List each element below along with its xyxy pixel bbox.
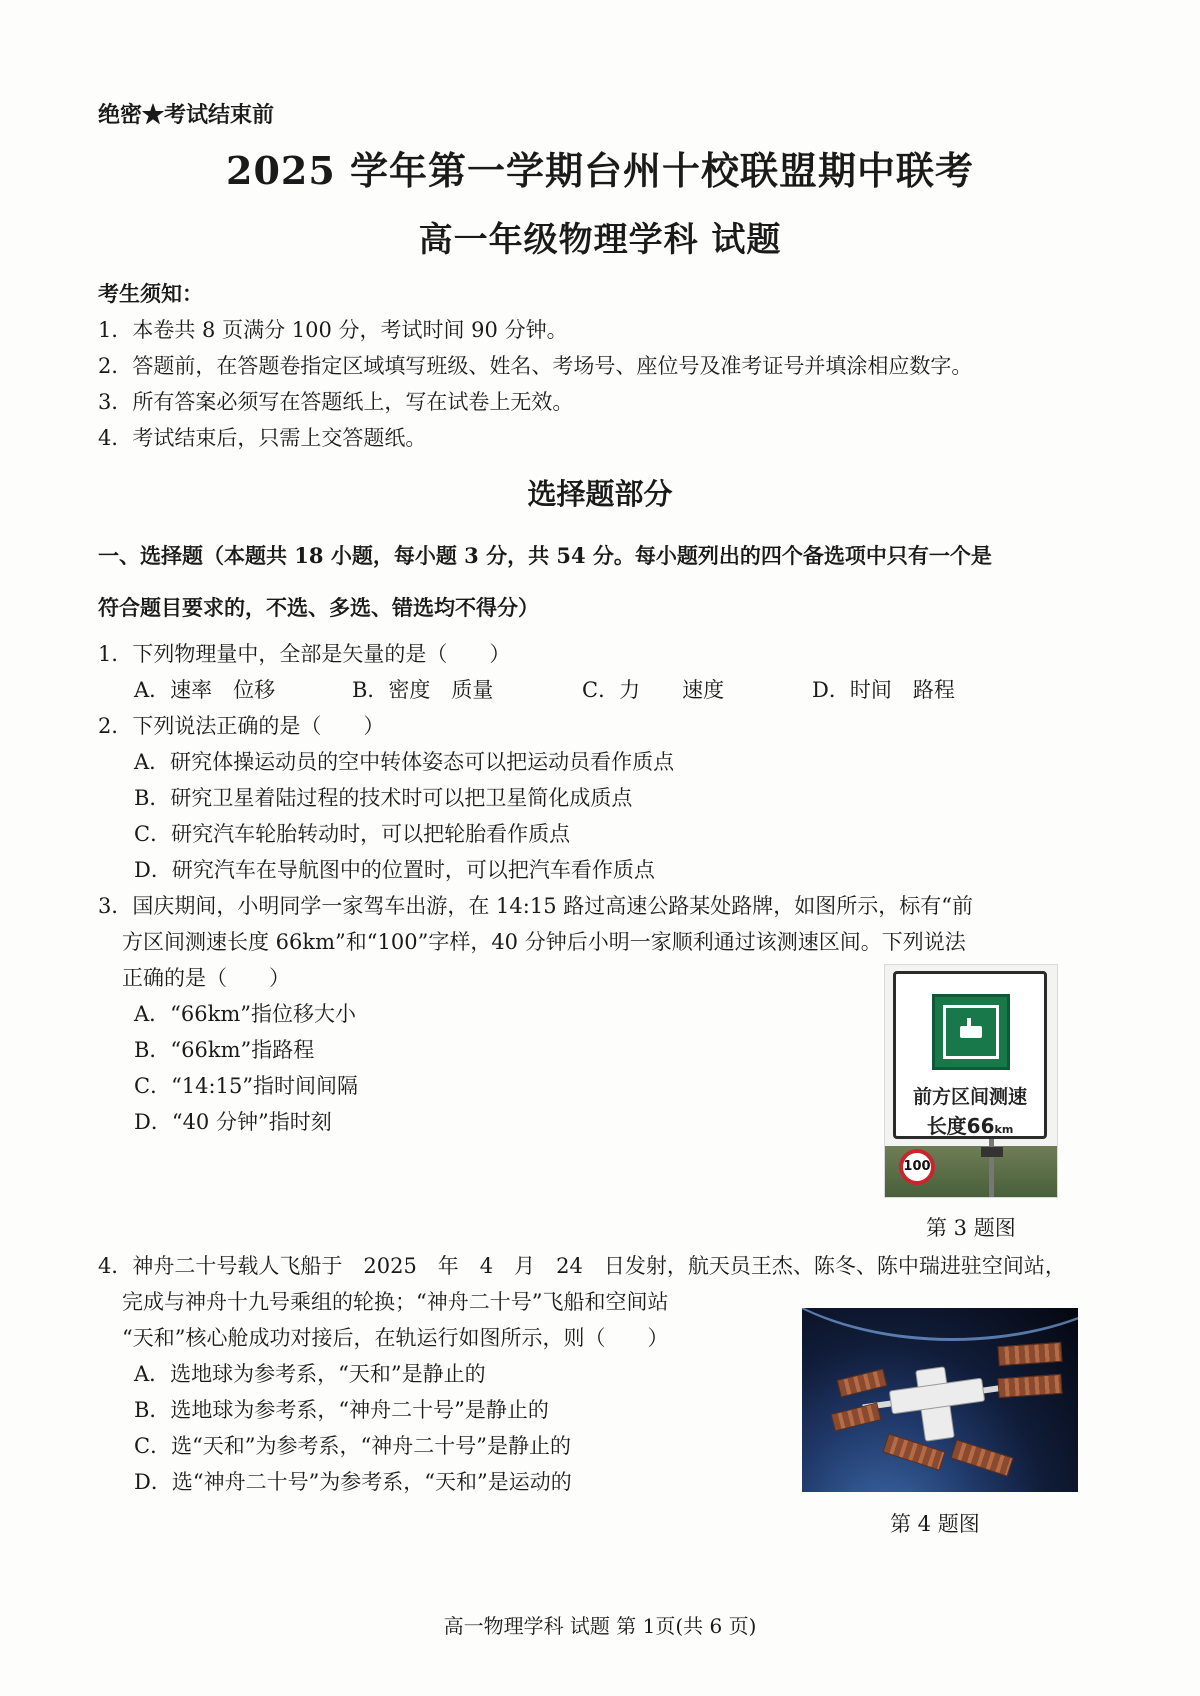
sign-bracket [981,1147,1003,1157]
exam-title: 2025 学年第一学期台州十校联盟期中联考 [226,148,974,193]
solar-panel [831,1402,882,1431]
question-4-stem-line2: 完成与神舟十九号乘组的轮换；“神舟二十号”飞船和空间站 [122,1290,669,1314]
camera-icon [960,1026,982,1038]
question-4-option-d: D．选“神舟二十号”为参考系，“天和”是运动的 [134,1470,572,1494]
sign-text-line2: 长度66km [926,1114,1014,1138]
space-station-figure [802,1308,1078,1492]
part-instructions-line2: 符合题目要求的，不选、多选、错选均不得分） [98,595,539,620]
question-4-option-a: A．选地球为参考系，“天和”是静止的 [134,1362,486,1386]
question-3-option-b: B．“66km”指路程 [134,1038,315,1062]
question-4-stem-line1: 4．神舟二十号载人飞船于 2025 年 4 月 24 日发射，航天员王杰、陈冬、陈中瑞进驻空间站， [98,1254,1066,1278]
solar-panel [997,1342,1062,1366]
question-1-stem: 1．下列物理量中，全部是矢量的是（ ） [98,642,511,666]
question-4-option-c: C．选“天和”为参考系，“神舟二十号”是静止的 [134,1434,572,1458]
question-3-option-a: A．“66km”指位移大小 [134,1002,356,1026]
question-2-option-d: D．研究汽车在导航图中的位置时，可以把汽车看作质点 [134,858,655,882]
road-sign-figure [884,964,1058,1198]
figure-4-caption: 第 4 题图 [890,1512,980,1536]
question-3-stem-line2: 方区间测速长度 66km”和“100”字样，40 分钟后小明一家顺利通过该测速区间。下列说法 [122,930,966,954]
sign-text-line1: 前方区间测速 [912,1086,1027,1108]
solar-panel [837,1368,888,1397]
earth-horizon [802,1308,1078,1341]
section-title: 选择题部分 [527,477,673,511]
question-2-stem: 2．下列说法正确的是（ ） [98,714,385,738]
question-1-option-b: B．密度 质量 [352,678,494,702]
question-3-stem-line3: 正确的是（ ） [122,966,290,990]
question-1-option-c: C．力 速度 [582,678,725,702]
question-2-option-c: C．研究汽车轮胎转动时，可以把轮胎看作质点 [134,822,571,846]
solar-panel [997,1374,1062,1398]
notice-item: 4．考试结束后，只需上交答题纸。 [98,426,427,450]
page-footer: 高一物理学科 试题 第 1页(共 6 页) [443,1614,757,1638]
question-2-option-b: B．研究卫星着陆过程的技术时可以把卫星简化成质点 [134,786,633,810]
sign-unit: km [994,1123,1014,1136]
confidential-label: 绝密★考试结束前 [98,102,275,128]
question-1-option-d: D．时间 路程 [812,678,955,702]
question-3-stem-line1: 3．国庆期间，小明同学一家驾车出游，在 14:15 路过高速公路某处路牌，如图所示，标有“前 [98,894,973,918]
speed-limit-sign: 100 [899,1149,935,1185]
speed-zone-sign [893,971,1047,1139]
notice-item: 3．所有答案必须写在答题纸上，写在试卷上无效。 [98,390,574,414]
question-2-option-a: A．研究体操运动员的空中转体姿态可以把运动员看作质点 [134,750,675,774]
exam-subtitle: 高一年级物理学科 试题 [418,220,782,260]
question-3-option-d: D．“40 分钟”指时刻 [134,1110,332,1134]
question-4-stem-line3: “天和”核心舱成功对接后，在轨运行如图所示，则（ ） [122,1326,669,1350]
notice-item: 2．答题前，在答题卷指定区域填写班级、姓名、考场号、座位号及准考证号并填涂相应数字。 [98,354,973,378]
camera-symbol-panel [932,994,1010,1070]
notice-heading: 考生须知： [98,281,203,306]
part-instructions-line1: 一、选择题（本题共 18 小题，每小题 3 分，共 54 分。每小题列出的四个备选项中只有一个是 [98,543,992,568]
question-1-option-a: A．速率 位移 [134,678,276,702]
solar-panel [950,1439,1013,1477]
question-4-option-b: B．选地球为参考系，“神舟二十号”是静止的 [134,1398,549,1422]
notice-item: 1．本卷共 8 页满分 100 分，考试时间 90 分钟。 [98,318,568,342]
question-3-option-c: C．“14:15”指时间间隔 [134,1074,359,1098]
figure-3-caption: 第 3 题图 [926,1216,1016,1240]
